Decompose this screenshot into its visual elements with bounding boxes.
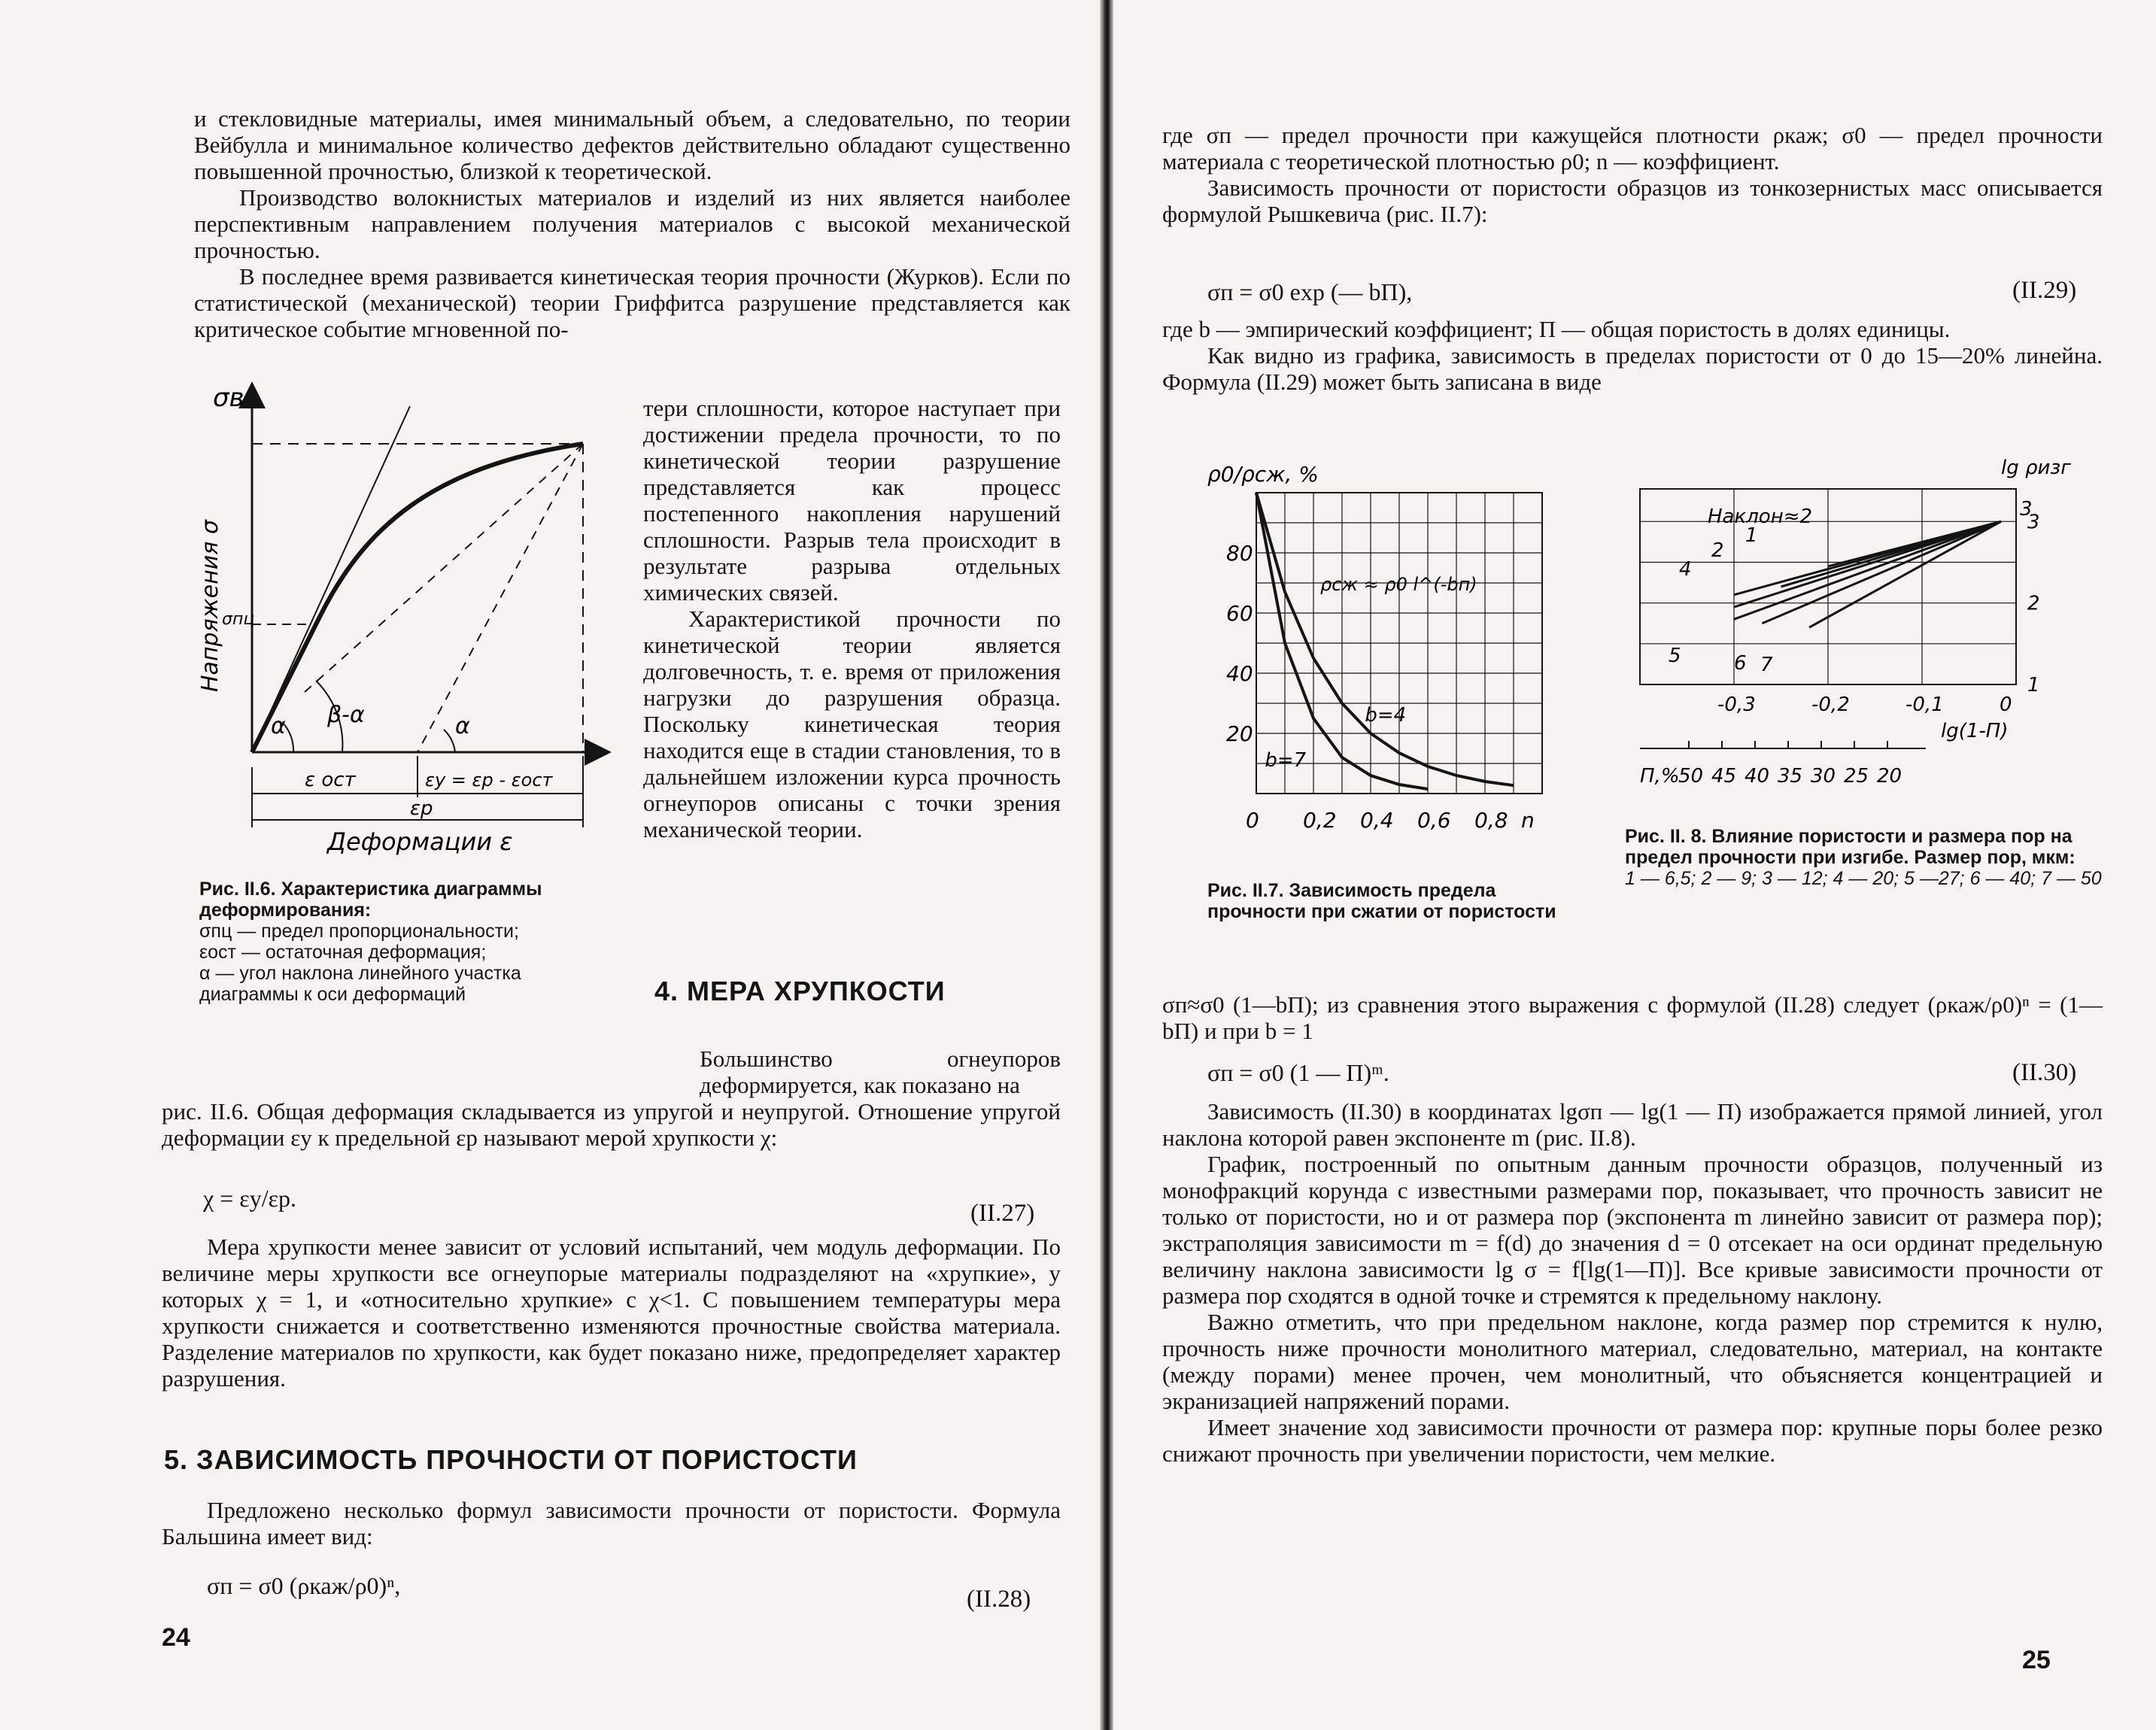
right-para-7: График, построенный по опытным данным прочности образцов, полученный из монофракций корунда с известными размерами пор, показывает, что прочность зависит не только от пористости, но и от размера пор (экспонента m линейно зависит от размера пор); экстраполяция зависимости m = f(d) до значения d = 0 отсекает на оси ординат предельную величину наклона зависимости lg σ = f[lg(1—П)]. Все кривые зависимости прочности от размера пор сходятся в одной точке и стремятся к предельному наклону. bbox=[1162, 1151, 2103, 1309]
fig8-series-line bbox=[1734, 521, 2001, 619]
formula-ii-29: σп = σ0 exp (— bП), bbox=[1207, 278, 1413, 305]
fig7-x-tick: 0,6 bbox=[1417, 808, 1451, 833]
right-para-2: Зависимость прочности от пористости образцов из тонкозернистых масс описывается формулой Рышкевича (рис. II.7): bbox=[1162, 175, 2103, 227]
fig7-series-label: b=4 bbox=[1365, 704, 1407, 727]
fig8-ylabel: lg ρизг bbox=[2001, 457, 2071, 479]
right-text-bottom bbox=[1162, 1098, 2103, 1467]
right-para-1: где σп — предел прочности при кажущейся плотности ρкаж; σ0 — предел прочности материала с теоретической плотностью ρ0; n — коэффициент. bbox=[1162, 122, 2103, 175]
left-page-number: 24 bbox=[162, 1623, 190, 1652]
right-para-9: Имеет значение ход зависимости прочности от размера пор: крупные поры более резко снижают прочность при увеличении пористости, чем мелкие. bbox=[1162, 1414, 2103, 1467]
right-text-top bbox=[1162, 122, 2103, 227]
fig8-series-line bbox=[1734, 521, 2001, 595]
fig6-e-y: εу = εр - εост bbox=[425, 769, 553, 791]
fig7-caption: Рис. II.7. Зависимость предела прочности при сжатии от пористости bbox=[1207, 880, 1556, 922]
left-para-3-top: В последнее время развивается кинетическая теория прочности (Журков). Если по статистической (механической) теории Гриффитса разрушение представляется как критическое событие мгновенной по- bbox=[194, 263, 1070, 342]
fig8-caption bbox=[1625, 826, 2106, 889]
fig8-caption-title: Рис. II. 8. Влияние пористости и размера пор на предел прочности при изгибе. Размер пор, мкм: bbox=[1625, 826, 2076, 868]
fig6-caption-title: Рис. II.6. Характеристика диаграммы деформирования: bbox=[199, 879, 542, 921]
formula-ii-27: χ = εу/εр. bbox=[203, 1185, 297, 1212]
left-para-5-full: рис. II.6. Общая деформация складывается из упругой и неупругой. Отношение упругой деформации εу к предельной εр называют мерой хрупкости χ: bbox=[162, 1098, 1061, 1151]
fig8-x-tick: -0,3 bbox=[1717, 694, 1756, 716]
fig7-y-tick: 40 bbox=[1226, 661, 1253, 686]
figure-ii-8-chart bbox=[1625, 451, 2106, 797]
fig8-legend: 1 — 6,5; 2 — 9; 3 — 12; 4 — 20; 5 —27; 6 — 40; 7 — 50 bbox=[1625, 868, 2102, 889]
fig7-x-tick: 0,8 bbox=[1474, 808, 1508, 833]
fig7-x-tick: 0,4 bbox=[1360, 808, 1394, 833]
fig8-x-tick: 0 bbox=[2000, 694, 2012, 716]
section-5-title: 5. ЗАВИСИМОСТЬ ПРОЧНОСТИ ОТ ПОРИСТОСТИ bbox=[164, 1444, 858, 1475]
right-para-4: Как видно из графика, зависимость в пределах пористости от 0 до 15—20% линейна. Формула (II.29) может быть записана в виде bbox=[1162, 342, 2103, 395]
fig6-deformation-curve bbox=[252, 444, 583, 752]
fig8-y-tick: 2 bbox=[2027, 592, 2040, 615]
fig8-y-tick: 3 bbox=[2027, 511, 2040, 534]
fig8-series-line bbox=[1763, 521, 2002, 623]
fig6-legend-2: εост — остаточная деформация; bbox=[199, 942, 487, 963]
fig8-porosity-tick: 40 bbox=[1745, 765, 1770, 788]
formula-ii-28-number: (II.28) bbox=[967, 1586, 1031, 1613]
left-para-7: Предложено несколько формул зависимости прочности от пористости. Формула Бальшина имеет вид: bbox=[162, 1497, 1061, 1549]
fig8-porosity-label: П,% bbox=[1640, 765, 1680, 788]
fig8-series-label: 7 bbox=[1760, 654, 1773, 676]
formula-ii-28: σп = σ0 (ρкаж/ρ0)ⁿ, bbox=[207, 1572, 401, 1599]
fig8-series-label: 1 bbox=[1745, 524, 1758, 547]
fig6-e-ost: ε ост bbox=[305, 769, 356, 791]
fig7-xlabel: n bbox=[1521, 808, 1535, 833]
fig7-y-tick: 20 bbox=[1226, 721, 1253, 746]
fig8-porosity-tick: 35 bbox=[1778, 765, 1803, 788]
fig7-x-tick: 0 bbox=[1246, 808, 1259, 833]
fig6-sigma-pc: σпц bbox=[222, 610, 255, 629]
left-para-2: Производство волокнистых материалов и изделий из них является наиболее перспективным направлением получения материалов с высокой механической прочностью. bbox=[194, 184, 1070, 263]
formula-ii-30-number: (II.30) bbox=[2012, 1059, 2077, 1086]
fig8-series-label: 4 bbox=[1679, 558, 1692, 581]
left-para-3-side: тери сплошности, которое наступает при достижении предела прочности, то по кинетической теории разрушение представляется как процесс постепенного накопления нарушений сплошности. Разрыв тела происходит в результате разрыва отдельных химических связей. bbox=[643, 395, 1061, 606]
fig7-series-label: b=7 bbox=[1265, 749, 1307, 772]
right-para-3: где b — эмпирический коэффициент; П — общая пористость в долях единицы. bbox=[1162, 316, 1951, 342]
fig8-series-label: 6 bbox=[1734, 652, 1747, 675]
fig8-series-label: 3 bbox=[2020, 498, 2033, 521]
fig6-caption bbox=[199, 879, 598, 1005]
fig7-formula-label: ρсж ≈ ρ0 l^(-bп) bbox=[1320, 574, 1477, 595]
fig6-sigma-b: σв bbox=[213, 383, 244, 413]
right-text-mid bbox=[1162, 316, 2103, 395]
fig8-series-label: 5 bbox=[1669, 645, 1681, 667]
fig8-x-tick: -0,1 bbox=[1905, 694, 1944, 716]
fig8-porosity-tick: 30 bbox=[1811, 765, 1836, 788]
fig8-x-tick: -0,2 bbox=[1811, 694, 1850, 716]
fig6-beta-alpha: β-α bbox=[327, 702, 365, 728]
formula-ii-30: σп = σ0 (1 — П)ᵐ. bbox=[1207, 1059, 1389, 1086]
fig8-series-label: 2 bbox=[1711, 539, 1724, 562]
left-para-4-side: Характеристикой прочности по кинетической теории является долговечность, т. е. время от приложения нагрузки до разрушения образца. Поскольку кинетическая теория находится еще в стадии становления, то в дальнейшем изложении курса прочность огнеупоров описаны с точки зрения механической теории. bbox=[643, 606, 1061, 842]
figure-ii-6 bbox=[192, 376, 613, 857]
fig7-y-tick: 80 bbox=[1226, 541, 1253, 566]
right-page bbox=[1113, 0, 2156, 1730]
left-para-5-side: Большинство огнеупоров деформируется, как показано на bbox=[700, 1046, 1061, 1098]
left-para-6: Мера хрупкости менее зависит от условий испытаний, чем модуль деформации. По величине меры хрупкости все огнеупорые материалы подразделяют на «хрупкие», у которых χ = 1, и «относительно хрупкие» с χ<1. С повышением температуры мера хрупкости снижается и соответственно изменяются прочностные свойства материала. Разделение материалов по хрупкости, как будет показано ниже, предопределяет характер разрушения. bbox=[162, 1234, 1061, 1392]
left-para-1: и стекловидные материалы, имея минимальный объем, а следовательно, по теории Вейбулла и минимальное количество дефектов действительно обладают существенно повышенной прочностью, близкой к теоретической. bbox=[194, 105, 1070, 184]
fig8-xlabel: lg(1-П) bbox=[1941, 720, 2009, 742]
right-para-6: Зависимость (II.30) в координатах lgσп — lg(1 — П) изображается прямой линией, угол наклона которой равен экспоненте m (рис. II.8). bbox=[1162, 1098, 2103, 1151]
fig7-y-tick: 60 bbox=[1226, 601, 1253, 626]
fig8-porosity-tick: 20 bbox=[1877, 765, 1902, 788]
fig6-legend-1: σпц — предел пропорциональности; bbox=[199, 921, 519, 942]
fig7-x-tick: 0,2 bbox=[1303, 808, 1337, 833]
formula-ii-27-number: (II.27) bbox=[970, 1200, 1035, 1227]
fig7-series-line bbox=[1256, 493, 1514, 785]
left-text-top bbox=[194, 105, 1070, 342]
right-page-number: 25 bbox=[2022, 1646, 2051, 1674]
section-4-title: 4. МЕРА ХРУПКОСТИ bbox=[654, 976, 946, 1006]
book-spine bbox=[1100, 0, 1113, 1730]
figure-ii-7-chart bbox=[1200, 451, 1576, 842]
right-para-8: Важно отметить, что при предельном наклоне, когда размер пор стремится к нулю, прочность ниже прочности монолитного материал, следовательно, материал, на контакте (между порами) менее прочен, чем монолитный, что объясняется концентрацией и экранизацией напряжений порами. bbox=[1162, 1309, 2103, 1414]
right-para-5: σп≈σ0 (1—bП); из сравнения этого выражения с формулой (II.28) следует (ρкаж/ρ0)ⁿ = (1—bП) и при b = 1 bbox=[1162, 991, 2103, 1044]
fig8-porosity-tick: 50 bbox=[1678, 765, 1704, 788]
formula-ii-29-number: (II.29) bbox=[2012, 277, 2077, 304]
fig8-porosity-tick: 45 bbox=[1711, 765, 1737, 788]
left-side-column bbox=[643, 395, 1061, 842]
fig6-alpha-2: α bbox=[455, 713, 470, 739]
fig8-y-tick: 1 bbox=[2027, 674, 2040, 697]
fig6-alpha-1: α bbox=[271, 713, 286, 739]
fig6-xlabel: Деформации ε bbox=[327, 827, 513, 856]
fig8-porosity-tick: 25 bbox=[1844, 765, 1869, 788]
fig6-legend-3: α — угол наклона линейного участка диаграммы к оси деформаций bbox=[199, 963, 521, 1005]
fig6-ylabel: Напряжения σ bbox=[197, 520, 223, 692]
fig6-e-p: εр bbox=[410, 797, 433, 820]
fig7-ylabel: ρ0/ρсж, % bbox=[1207, 462, 1319, 487]
fig8-annotation: Наклон≈2 bbox=[1708, 505, 1813, 528]
